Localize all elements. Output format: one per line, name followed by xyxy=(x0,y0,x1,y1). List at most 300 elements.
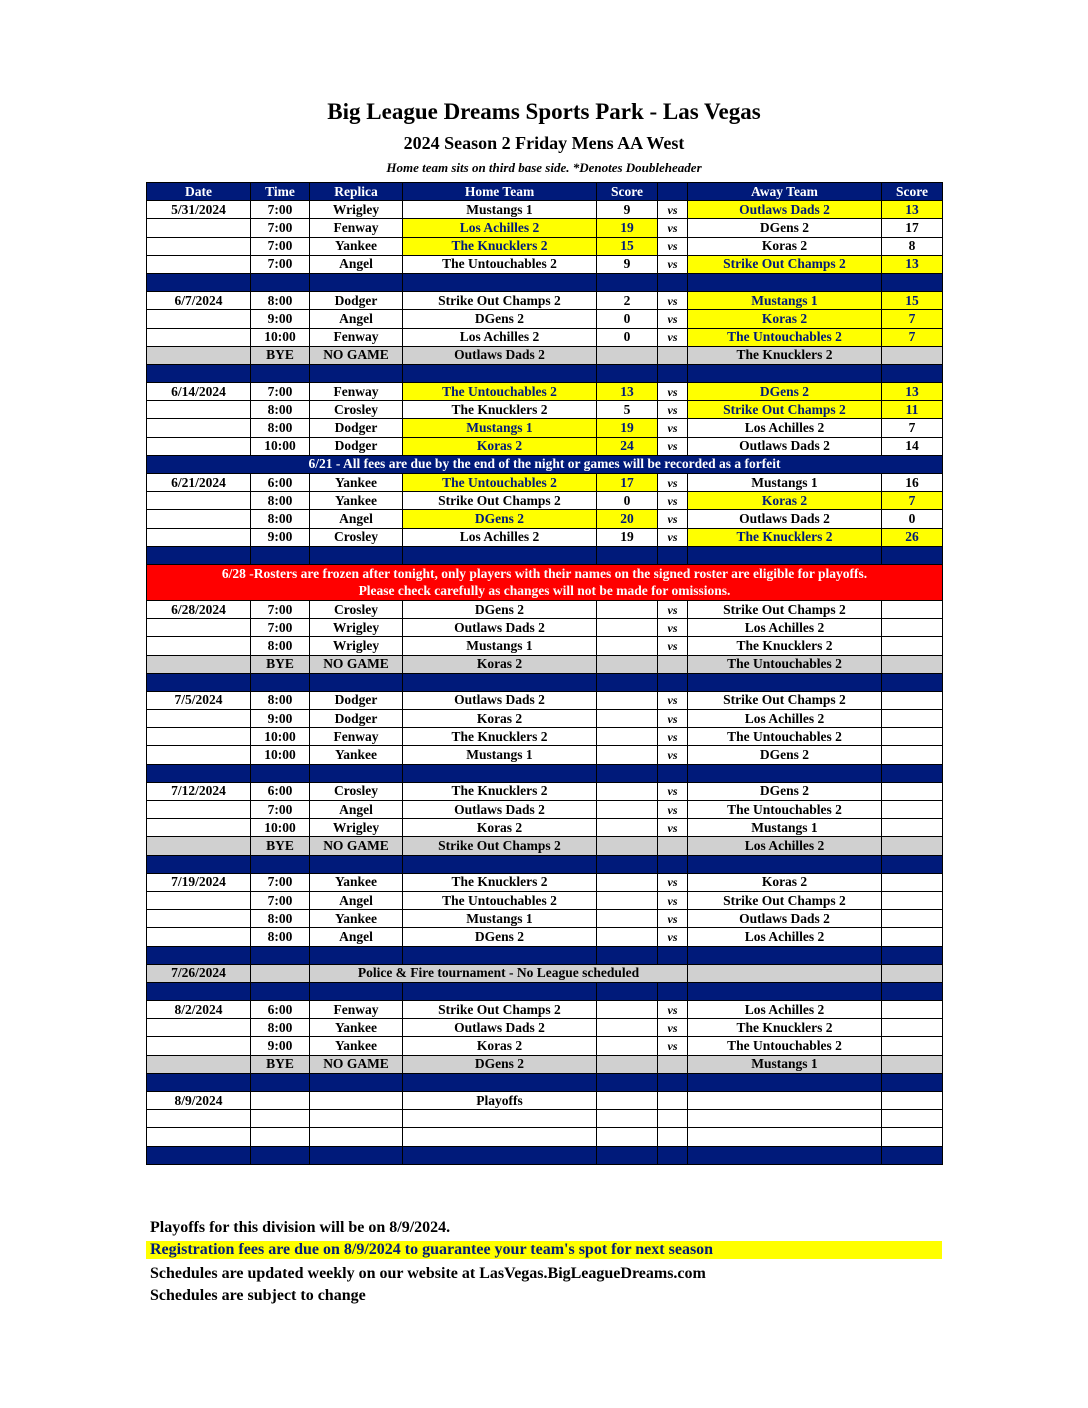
home-score-cell xyxy=(597,1110,658,1128)
home-team-cell: DGens 2 xyxy=(403,510,597,528)
home-team-cell: Koras 2 xyxy=(403,437,597,455)
away-score-cell: 7 xyxy=(882,310,943,328)
home-score-cell xyxy=(597,801,658,819)
home-score-cell xyxy=(597,891,658,909)
away-team-cell: Mustangs 1 xyxy=(688,819,882,837)
table-row xyxy=(147,964,943,982)
time-cell xyxy=(251,964,310,982)
time-cell: 8:00 xyxy=(251,637,310,655)
separator-cell xyxy=(310,1146,403,1164)
away-team-cell: Strike Out Champs 2 xyxy=(688,891,882,909)
separator-cell xyxy=(403,1073,597,1091)
home-score-cell: 0 xyxy=(597,310,658,328)
away-score-cell xyxy=(882,728,943,746)
bye-row xyxy=(147,655,943,673)
vs-cell xyxy=(658,346,688,364)
separator-cell xyxy=(147,273,251,291)
home-team-cell: DGens 2 xyxy=(403,600,597,618)
vs-cell: vs xyxy=(658,819,688,837)
separator-cell xyxy=(597,364,658,382)
away-team-cell: The Knucklers 2 xyxy=(688,528,882,546)
replica-cell: Dodger xyxy=(310,710,403,728)
time-cell: 6:00 xyxy=(251,1001,310,1019)
away-team-cell xyxy=(688,1092,882,1110)
separator-cell xyxy=(310,946,403,964)
separator-cell xyxy=(658,364,688,382)
vs-cell: vs xyxy=(658,328,688,346)
home-score-cell: 9 xyxy=(597,255,658,273)
col-replica: Replica xyxy=(310,183,403,201)
away-team-cell: Los Achilles 2 xyxy=(688,928,882,946)
time-cell: BYE xyxy=(251,1055,310,1073)
home-team-cell: Mustangs 1 xyxy=(403,201,597,219)
home-team-cell: The Knucklers 2 xyxy=(403,237,597,255)
away-score-cell: 11 xyxy=(882,401,943,419)
separator-cell xyxy=(882,273,943,291)
home-team-cell: The Knucklers 2 xyxy=(403,873,597,891)
home-team-cell: Playoffs xyxy=(403,1092,597,1110)
date-cell xyxy=(147,328,251,346)
table-row xyxy=(147,492,943,510)
date-cell: 6/7/2024 xyxy=(147,292,251,310)
date-cell xyxy=(147,710,251,728)
separator-cell xyxy=(597,1073,658,1091)
away-score-cell: 7 xyxy=(882,328,943,346)
replica-cell: Wrigley xyxy=(310,619,403,637)
home-score-cell xyxy=(597,819,658,837)
home-score-cell: 19 xyxy=(597,528,658,546)
away-team-cell: Koras 2 xyxy=(688,310,882,328)
table-row xyxy=(147,782,943,800)
table-row xyxy=(147,873,943,891)
table-row xyxy=(147,600,943,618)
separator-cell xyxy=(658,982,688,1000)
separator-cell xyxy=(688,1146,882,1164)
away-score-cell xyxy=(882,819,943,837)
date-cell: 8/2/2024 xyxy=(147,1001,251,1019)
separator-cell xyxy=(251,273,310,291)
separator-cell xyxy=(310,673,403,691)
away-team-cell: The Untouchables 2 xyxy=(688,328,882,346)
away-team-cell: Koras 2 xyxy=(688,237,882,255)
separator-cell xyxy=(310,273,403,291)
vs-cell: vs xyxy=(658,691,688,709)
replica-cell: NO GAME xyxy=(310,1055,403,1073)
separator-cell xyxy=(688,946,882,964)
table-row xyxy=(147,1019,943,1037)
time-cell: 7:00 xyxy=(251,600,310,618)
away-team-cell: DGens 2 xyxy=(688,383,882,401)
replica-cell: Fenway xyxy=(310,1001,403,1019)
table-row xyxy=(147,710,943,728)
separator-cell xyxy=(658,273,688,291)
away-team-cell: Mustangs 1 xyxy=(688,474,882,492)
time-cell xyxy=(251,1110,310,1128)
away-team-cell: Outlaws Dads 2 xyxy=(688,437,882,455)
time-cell: 8:00 xyxy=(251,292,310,310)
time-cell: 7:00 xyxy=(251,219,310,237)
home-score-cell xyxy=(597,600,658,618)
date-cell: 7/12/2024 xyxy=(147,782,251,800)
replica-cell: NO GAME xyxy=(310,837,403,855)
home-team-cell: Mustangs 1 xyxy=(403,910,597,928)
replica-cell: Angel xyxy=(310,255,403,273)
table-row xyxy=(147,891,943,909)
home-score-cell xyxy=(597,873,658,891)
replica-cell: Angel xyxy=(310,928,403,946)
vs-cell: vs xyxy=(658,891,688,909)
table-row xyxy=(147,1001,943,1019)
home-score-cell: 15 xyxy=(597,237,658,255)
home-score-cell: 0 xyxy=(597,492,658,510)
date-cell xyxy=(147,728,251,746)
time-cell: 7:00 xyxy=(251,201,310,219)
away-team-cell: Los Achilles 2 xyxy=(688,1001,882,1019)
replica-cell: Angel xyxy=(310,891,403,909)
alert-line-2: Please check carefully as changes will not be made for omissions. xyxy=(358,583,731,599)
away-team-cell: The Untouchables 2 xyxy=(688,655,882,673)
time-cell: 7:00 xyxy=(251,255,310,273)
table-row xyxy=(147,637,943,655)
away-score-cell xyxy=(882,891,943,909)
home-score-cell: 9 xyxy=(597,201,658,219)
replica-cell: Wrigley xyxy=(310,637,403,655)
away-score-cell xyxy=(882,928,943,946)
home-team-cell: Mustangs 1 xyxy=(403,746,597,764)
away-score-cell xyxy=(882,782,943,800)
time-cell: 7:00 xyxy=(251,383,310,401)
away-team-cell: The Knucklers 2 xyxy=(688,1019,882,1037)
replica-cell: Angel xyxy=(310,510,403,528)
home-score-cell: 13 xyxy=(597,383,658,401)
separator-cell xyxy=(658,764,688,782)
home-score-cell xyxy=(597,637,658,655)
vs-cell: vs xyxy=(658,255,688,273)
away-team-cell xyxy=(688,1110,882,1128)
home-team-cell: Koras 2 xyxy=(403,655,597,673)
time-cell: 10:00 xyxy=(251,437,310,455)
away-score-cell: 14 xyxy=(882,437,943,455)
away-team-cell: The Untouchables 2 xyxy=(688,801,882,819)
separator-cell xyxy=(403,855,597,873)
away-score-cell: 16 xyxy=(882,474,943,492)
date-cell xyxy=(147,928,251,946)
replica-cell: Crosley xyxy=(310,782,403,800)
away-team-cell: Strike Out Champs 2 xyxy=(688,401,882,419)
separator-row xyxy=(147,982,943,1000)
date-cell: 5/31/2024 xyxy=(147,201,251,219)
footer-change-notice: Schedules are subject to change xyxy=(150,1287,366,1304)
home-team-cell: DGens 2 xyxy=(403,310,597,328)
home-score-cell: 20 xyxy=(597,510,658,528)
home-team-cell: Los Achilles 2 xyxy=(403,528,597,546)
date-cell xyxy=(147,510,251,528)
home-team-cell: The Knucklers 2 xyxy=(403,782,597,800)
away-score-cell xyxy=(882,1037,943,1055)
separator-cell xyxy=(688,273,882,291)
separator-cell xyxy=(882,1073,943,1091)
away-score-cell xyxy=(882,710,943,728)
time-cell: 8:00 xyxy=(251,401,310,419)
vs-cell: vs xyxy=(658,528,688,546)
separator-cell xyxy=(597,1146,658,1164)
table-row xyxy=(147,1092,943,1110)
time-cell: 6:00 xyxy=(251,474,310,492)
alert-line-1: 6/28 -Rosters are frozen after tonight, only players with their names on the signed roster are eligible for playoffs. xyxy=(221,566,868,582)
col-home-score: Score xyxy=(597,183,658,201)
replica-cell: Yankee xyxy=(310,237,403,255)
table-row xyxy=(147,401,943,419)
separator-cell xyxy=(882,546,943,564)
separator-cell xyxy=(688,982,882,1000)
separator-cell xyxy=(251,982,310,1000)
separator-cell xyxy=(403,982,597,1000)
separator-cell xyxy=(597,546,658,564)
date-cell xyxy=(147,619,251,637)
vs-cell: vs xyxy=(658,619,688,637)
time-cell: 10:00 xyxy=(251,728,310,746)
away-score-cell xyxy=(882,691,943,709)
away-team-cell: DGens 2 xyxy=(688,219,882,237)
time-cell: 7:00 xyxy=(251,237,310,255)
replica-cell: Yankee xyxy=(310,1019,403,1037)
time-cell: 7:00 xyxy=(251,891,310,909)
home-team-cell: Mustangs 1 xyxy=(403,419,597,437)
home-score-cell xyxy=(597,928,658,946)
home-team-cell: The Untouchables 2 xyxy=(403,474,597,492)
replica-cell: Yankee xyxy=(310,873,403,891)
away-score-cell xyxy=(882,600,943,618)
separator-cell xyxy=(310,855,403,873)
time-cell: 8:00 xyxy=(251,419,310,437)
away-score-cell: 8 xyxy=(882,237,943,255)
date-cell xyxy=(147,910,251,928)
separator-cell xyxy=(882,855,943,873)
date-cell xyxy=(147,837,251,855)
away-score-cell: 0 xyxy=(882,510,943,528)
separator-cell xyxy=(597,673,658,691)
page-subtitle: 2024 Season 2 Friday Mens AA West xyxy=(403,133,685,153)
time-cell: 9:00 xyxy=(251,528,310,546)
table-row xyxy=(147,910,943,928)
time-cell: BYE xyxy=(251,346,310,364)
separator-cell xyxy=(403,673,597,691)
vs-cell xyxy=(658,1055,688,1073)
vs-cell: vs xyxy=(658,1019,688,1037)
away-score-cell xyxy=(882,1092,943,1110)
vs-cell: vs xyxy=(658,510,688,528)
away-score-cell: 7 xyxy=(882,419,943,437)
home-score-cell: 19 xyxy=(597,419,658,437)
vs-cell: vs xyxy=(658,292,688,310)
replica-cell: Crosley xyxy=(310,600,403,618)
home-team-cell: Strike Out Champs 2 xyxy=(403,1001,597,1019)
home-team-cell: Outlaws Dads 2 xyxy=(403,1019,597,1037)
date-cell xyxy=(147,1019,251,1037)
separator-cell xyxy=(882,946,943,964)
vs-cell: vs xyxy=(658,710,688,728)
home-score-cell: 5 xyxy=(597,401,658,419)
vs-cell: vs xyxy=(658,201,688,219)
vs-cell: vs xyxy=(658,782,688,800)
separator-cell xyxy=(882,364,943,382)
home-team-cell xyxy=(403,1128,597,1146)
date-cell xyxy=(147,1055,251,1073)
col-away-score: Score xyxy=(882,183,943,201)
table-row xyxy=(147,691,943,709)
separator-cell xyxy=(310,1073,403,1091)
replica-cell: Dodger xyxy=(310,437,403,455)
separator-cell xyxy=(147,1146,251,1164)
replica-cell: Crosley xyxy=(310,528,403,546)
away-team-cell: Outlaws Dads 2 xyxy=(688,910,882,928)
away-team-cell: Outlaws Dads 2 xyxy=(688,201,882,219)
home-score-cell xyxy=(597,1001,658,1019)
date-cell xyxy=(147,637,251,655)
date-cell: 7/26/2024 xyxy=(147,964,251,982)
col-away-team: Away Team xyxy=(688,183,882,201)
col-date: Date xyxy=(147,183,251,201)
home-score-cell xyxy=(597,691,658,709)
replica-cell xyxy=(310,1110,403,1128)
home-team-cell: Outlaws Dads 2 xyxy=(403,346,597,364)
time-cell xyxy=(251,1128,310,1146)
separator-cell xyxy=(882,764,943,782)
vs-cell xyxy=(658,837,688,855)
vs-cell: vs xyxy=(658,746,688,764)
vs-cell: vs xyxy=(658,219,688,237)
replica-cell: Yankee xyxy=(310,474,403,492)
separator-cell xyxy=(658,673,688,691)
date-cell xyxy=(147,655,251,673)
table-row xyxy=(147,1037,943,1055)
time-cell: 8:00 xyxy=(251,1019,310,1037)
away-score-cell xyxy=(882,619,943,637)
date-cell xyxy=(147,346,251,364)
separator-cell xyxy=(251,364,310,382)
date-cell: 6/21/2024 xyxy=(147,474,251,492)
col-vs xyxy=(658,183,688,201)
away-score-cell: 13 xyxy=(882,383,943,401)
away-score-cell xyxy=(882,1110,943,1128)
table-row xyxy=(147,292,943,310)
table-row xyxy=(147,1110,943,1128)
home-team-cell: Strike Out Champs 2 xyxy=(403,492,597,510)
away-score-cell: 13 xyxy=(882,201,943,219)
col-time: Time xyxy=(251,183,310,201)
table-row xyxy=(147,328,943,346)
separator-cell xyxy=(597,946,658,964)
separator-cell xyxy=(147,1073,251,1091)
separator-cell xyxy=(403,1146,597,1164)
replica-cell: Angel xyxy=(310,310,403,328)
home-team-cell: Koras 2 xyxy=(403,710,597,728)
table-row xyxy=(147,728,943,746)
replica-cell: Crosley xyxy=(310,401,403,419)
away-team-cell: Koras 2 xyxy=(688,873,882,891)
away-team-cell: Koras 2 xyxy=(688,492,882,510)
replica-cell: Dodger xyxy=(310,691,403,709)
table-row xyxy=(147,819,943,837)
date-cell xyxy=(147,891,251,909)
footer-website: Schedules are updated weekly on our website at LasVegas.BigLeagueDreams.com xyxy=(150,1265,706,1282)
vs-cell: vs xyxy=(658,637,688,655)
bye-row xyxy=(147,346,943,364)
replica-cell: Yankee xyxy=(310,492,403,510)
away-team-cell: The Untouchables 2 xyxy=(688,1037,882,1055)
table-row xyxy=(147,310,943,328)
time-cell: BYE xyxy=(251,655,310,673)
schedule-note: Home team sits on third base side. *Denotes Doubleheader xyxy=(386,160,702,175)
away-team-cell: Strike Out Champs 2 xyxy=(688,691,882,709)
separator-cell xyxy=(882,1146,943,1164)
home-score-cell xyxy=(597,746,658,764)
table-row xyxy=(147,383,943,401)
separator-cell xyxy=(147,855,251,873)
home-score-cell xyxy=(597,1128,658,1146)
separator-cell xyxy=(597,273,658,291)
date-cell: 6/28/2024 xyxy=(147,600,251,618)
header-row xyxy=(147,183,943,201)
separator-cell xyxy=(251,855,310,873)
away-score-cell xyxy=(882,1055,943,1073)
home-team-cell: Outlaws Dads 2 xyxy=(403,691,597,709)
home-score-cell xyxy=(597,837,658,855)
away-team-cell: DGens 2 xyxy=(688,782,882,800)
date-cell xyxy=(147,1037,251,1055)
time-cell: 9:00 xyxy=(251,710,310,728)
time-cell: 7:00 xyxy=(251,801,310,819)
date-cell xyxy=(147,401,251,419)
home-score-cell xyxy=(597,728,658,746)
col-home-team: Home Team xyxy=(403,183,597,201)
separator-row xyxy=(147,673,943,691)
page-title: Big League Dreams Sports Park - Las Vegas xyxy=(327,99,761,124)
separator-cell xyxy=(147,546,251,564)
home-team-cell: Los Achilles 2 xyxy=(403,219,597,237)
time-cell: 9:00 xyxy=(251,310,310,328)
separator-cell xyxy=(147,982,251,1000)
vs-cell: vs xyxy=(658,728,688,746)
separator-cell xyxy=(310,364,403,382)
home-team-cell xyxy=(403,1110,597,1128)
separator-cell xyxy=(310,764,403,782)
away-team-cell: Mustangs 1 xyxy=(688,292,882,310)
date-cell: 7/19/2024 xyxy=(147,873,251,891)
away-team-cell: Strike Out Champs 2 xyxy=(688,600,882,618)
table-row xyxy=(147,619,943,637)
away-score-cell xyxy=(882,964,943,982)
table-row xyxy=(147,510,943,528)
separator-cell xyxy=(251,946,310,964)
vs-cell: vs xyxy=(658,928,688,946)
home-score-cell xyxy=(597,910,658,928)
separator-cell xyxy=(688,673,882,691)
separator-cell xyxy=(251,1073,310,1091)
home-team-cell: The Untouchables 2 xyxy=(403,255,597,273)
separator-row xyxy=(147,1073,943,1091)
vs-cell: vs xyxy=(658,873,688,891)
away-team-cell: Los Achilles 2 xyxy=(688,710,882,728)
home-score-cell xyxy=(597,1055,658,1073)
separator-cell xyxy=(147,673,251,691)
footer-playoffs: Playoffs for this division will be on 8/9/2024. xyxy=(150,1219,451,1236)
table-row xyxy=(147,528,943,546)
home-team-cell: The Knucklers 2 xyxy=(403,401,597,419)
vs-cell: vs xyxy=(658,801,688,819)
replica-cell: Angel xyxy=(310,801,403,819)
separator-cell xyxy=(403,546,597,564)
